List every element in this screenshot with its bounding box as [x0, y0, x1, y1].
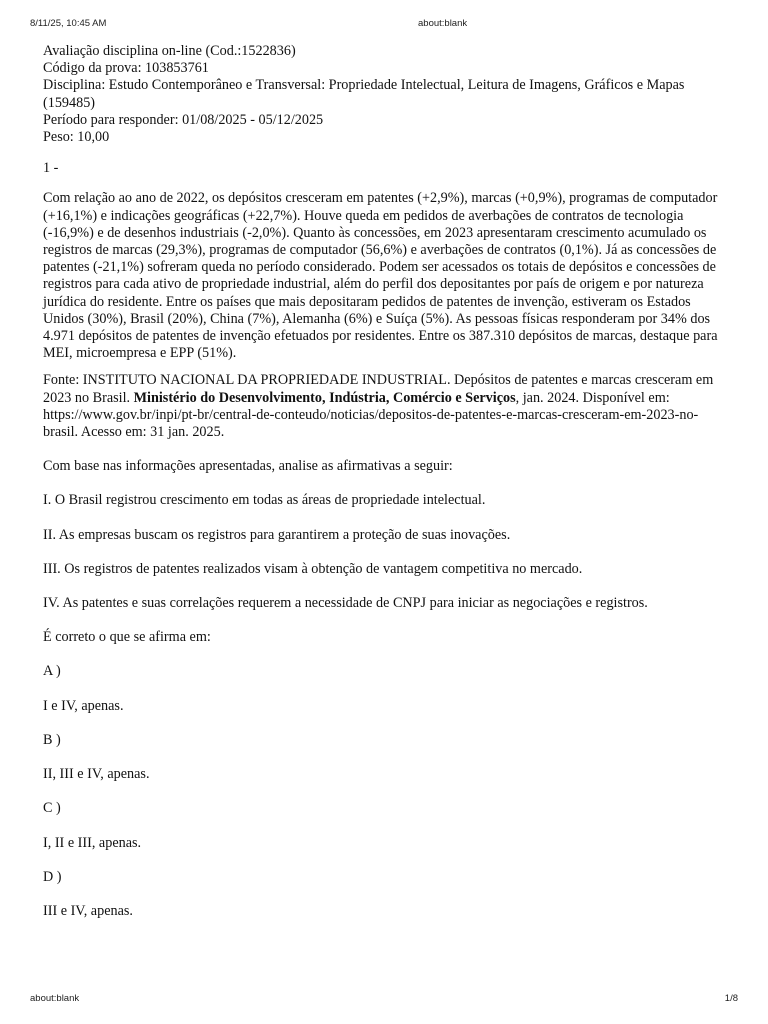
source-prefix: Fonte: INSTITUTO NACIONAL DA PROPRIEDADE INDUSTRIAL. Depósitos de patentes e marcas cresceram em 2023 no Brasil.: [43, 372, 714, 406]
option-b-text[interactable]: II, III e IV, apenas.: [43, 766, 150, 783]
statement-4: IV. As patentes e suas correlações requerem a necessidade de CNPJ para iniciar as negociações e registros.: [43, 595, 648, 612]
question-passage: Com relação ao ano de 2022, os depósitos cresceram em patentes (+2,9%), marcas (+0,9%), programas de computador (+16,1%) e indicações geográficas (+22,7%). Houve queda em pedidos de averbações de contratos de tecnologia (-16,9%) e de desenhos industriais (-2,0%). Quanto às concessões, em 2023 apresentaram crescimento acumulado os registros de marcas (29,3%), programas de computador (56,6%) e averbações de contratos (0,1%). Já as concessões de patentes (-21,1%) sofreram queda no período considerado. Podem ser acessados os totais de depósitos e concessões de registros para cada ativo de propriedade industrial, além do perfil dos depositantes por país de origem e por natureza jurídica do residente. Entre os países que mais depositaram pedidos de patentes de invenção, estiveram os Estados Unidos (30%), Brasil (20%), China (7%), Alemanha (6%) e Suíça (5%). As pessoas físicas responderam por 34% dos 4.971 depósitos de patentes de invenção efetuados por residentes. Entre os 387.310 depósitos de marcas, destaque para MEI, microempresa e EPP (51%).: [43, 190, 718, 362]
option-c-letter[interactable]: C ): [43, 800, 61, 817]
statement-2: II. As empresas buscam os registros para garantirem a proteção de suas inovações.: [43, 526, 511, 543]
print-footer: [0, 993, 768, 1007]
option-b-letter[interactable]: B ): [43, 731, 61, 748]
statement-3: III. Os registros de patentes realizados visam à obtenção de vantagem competitiva no mercado.: [43, 560, 583, 577]
source-publisher: Ministério do Desenvolvimento, Indústria, Comércio e Serviços: [133, 389, 516, 406]
question-instruction: Com base nas informações apresentadas, analise as afirmativas a seguir:: [43, 458, 453, 475]
exam-period: Período para responder: 01/08/2025 - 05/12/2025: [43, 111, 324, 128]
source-suffix: , jan. 2024. Disponível em: https://www.gov.br/inpi/pt-br/central-de-conteudo/noticias/depositos-de-patentes-e-marcas-cresceram-em-2023-no-brasil. Acesso em: 31 jan. 2025.: [43, 389, 699, 441]
option-c-text[interactable]: I, II e III, apenas.: [43, 834, 142, 851]
print-url: about:blank: [418, 18, 468, 29]
question-prompt: É correto o que se afirma em:: [43, 629, 211, 646]
page-counter: 1/8: [724, 993, 738, 1004]
option-d-text[interactable]: III e IV, apenas.: [43, 902, 133, 919]
exam-weight: Peso: 10,00: [43, 129, 110, 146]
exam-content: [43, 43, 733, 920]
print-datetime: 8/11/25, 10:45 AM: [30, 18, 107, 29]
exam-title: Avaliação disciplina on-line (Cod.:1522836): [43, 43, 296, 59]
question-number: 1 -: [43, 160, 59, 177]
print-header: [0, 18, 768, 32]
footer-url: about:blank: [30, 993, 80, 1004]
question-source: [43, 372, 733, 441]
exam-code: Código da prova: 103853761: [43, 60, 209, 77]
option-a-letter[interactable]: A ): [43, 663, 61, 680]
statement-1: I. O Brasil registrou crescimento em todas as áreas de propriedade intelectual.: [43, 492, 486, 509]
option-a-text[interactable]: I e IV, apenas.: [43, 697, 124, 714]
option-d-letter[interactable]: D ): [43, 868, 62, 885]
exam-discipline: Disciplina: Estudo Contemporâneo e Transversal: Propriedade Intelectual, Leitura de Imagens, Gráficos e Mapas (159485): [43, 77, 685, 111]
